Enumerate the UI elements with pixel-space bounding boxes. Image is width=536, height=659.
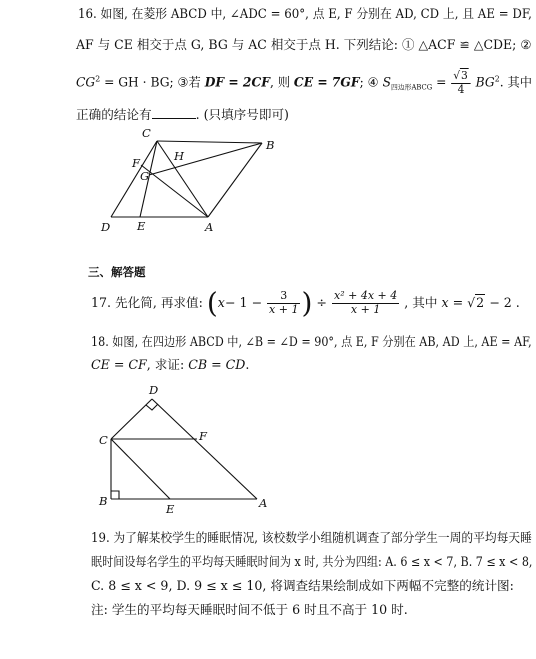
q16-cg: CG [76,74,96,90]
fig2-label-A: A [259,496,268,510]
q17-sqrt2: 2 [476,295,485,310]
fig1-label-G: G [140,169,150,183]
q19-line-3: C. 8 ≤ x < 9, D. 9 ≤ x ≤ 10, 将调查结果绘制成如下两幅不完整的统计图: [91,578,514,593]
q16-l3d: , 则 [269,74,291,90]
q19-line-1: 19. 为了解某校学生的睡眠情况, 该校数学小组随机调查了部分学生一周的平均每天睡 [91,530,532,545]
fig1-label-A: A [205,220,214,234]
q17-end: − 2 . [489,295,520,310]
fig2-label-F: F [199,429,207,443]
q17-num-3: 3 [267,290,300,304]
q18-ce-cf: CE = CF [91,357,147,372]
q17-intro: 17. 先化简, 再求值: [91,295,203,310]
q16-den4: 4 [457,82,465,96]
q17-line: 17. 先化简, 再求值: (x− 1 − $\frac{3}{x + 1}$ ) ÷ $\frac{\text{x² + 4x + 4}}{x + 1}$ , 其中 x = √2 − 2 . [91,286,520,320]
q19-line-4: 注: 学生的平均每天睡眠时间不低于 6 时且不高于 10 时. [91,602,408,617]
q16-line-4a: 正确的结论有 [76,107,152,122]
fig2-label-C: C [99,433,108,447]
q18-cb-cd: CB = CD [188,357,246,372]
fig1-label-B: B [266,138,275,152]
q16-line-1: 16. 如图, 在菱形 ABCD 中, ∠ADC = 60°, 点 E, F 分别在 AD, CD 上, 且 AE = DF, [78,6,532,21]
q16-line-4b: . (只填序号即可) [195,107,289,122]
q17-minus: − 1 − [224,295,263,310]
q19-line-2: 眠时间设每名学生的平均每天睡眠时间为 x 时, 共分为四组: A. 6 ≤ x < 7, B. 7 ≤ x < 8, [91,554,533,569]
q17-x-eq: x = [441,295,468,310]
q18-prove: , 求证: [146,357,185,372]
section-heading: 三、解答题 [88,265,146,279]
q16-fraction: $\frac{√3}{4}$ [451,70,471,96]
q18-period: . [245,357,250,372]
fig2-label-D: D [149,383,159,397]
fig1-label-H: H [174,149,185,163]
q17-where: , 其中 [404,295,438,310]
fig2-label-E: E [166,502,175,516]
q16-sqrt3: 3 [461,69,468,82]
q17-x: x [217,295,225,310]
q16-l3b: = GH · BG; ③若 [104,74,201,90]
q17-div: ÷ [316,295,327,310]
q16-circled-2: ② [520,37,532,52]
q16-line-2-text: AF 与 CE 相交于点 G, BG 与 AC 相交于点 H. 下列结论: ① △ACF ≌ △CDE; [76,37,517,52]
q17-den-a: x + 1 [269,303,299,316]
q17-den-b: x + 1 [350,303,381,316]
fig1-label-D: D [101,220,111,234]
fig1-label-E: E [137,219,146,233]
q17-num-b: x² + 4x + 4 [334,289,398,303]
q16-eq: = [436,74,447,90]
fig2-label-B: B [99,494,108,508]
q16-ce: CE = 7GF [293,74,360,90]
fig1-label-C: C [142,126,151,140]
q16-l3f: ; ④ [359,74,379,90]
q16-s: S [382,74,391,90]
q16-s-sub: 四边形ABCG [390,83,433,92]
q16-l3i: . 其中 [499,74,533,90]
q16-line-3: $CG^2$ = GH · BG; ③若 DF = 2CF, 则 CE = 7GF; ④ $S_{四边形ABCG}$ = $\frac{√3}{4}$ $BG^2$. 其中 [76,69,533,96]
q16-bg: BG [475,74,495,90]
q18-line-1: 18. 如图, 在四边形 ABCD 中, ∠B = ∠D = 90°, 点 E, F 分别在 AB, AD 上, AE = AF, [91,334,532,349]
q16-df: DF = 2CF [204,74,270,90]
fig1-label-F: F [132,156,140,170]
